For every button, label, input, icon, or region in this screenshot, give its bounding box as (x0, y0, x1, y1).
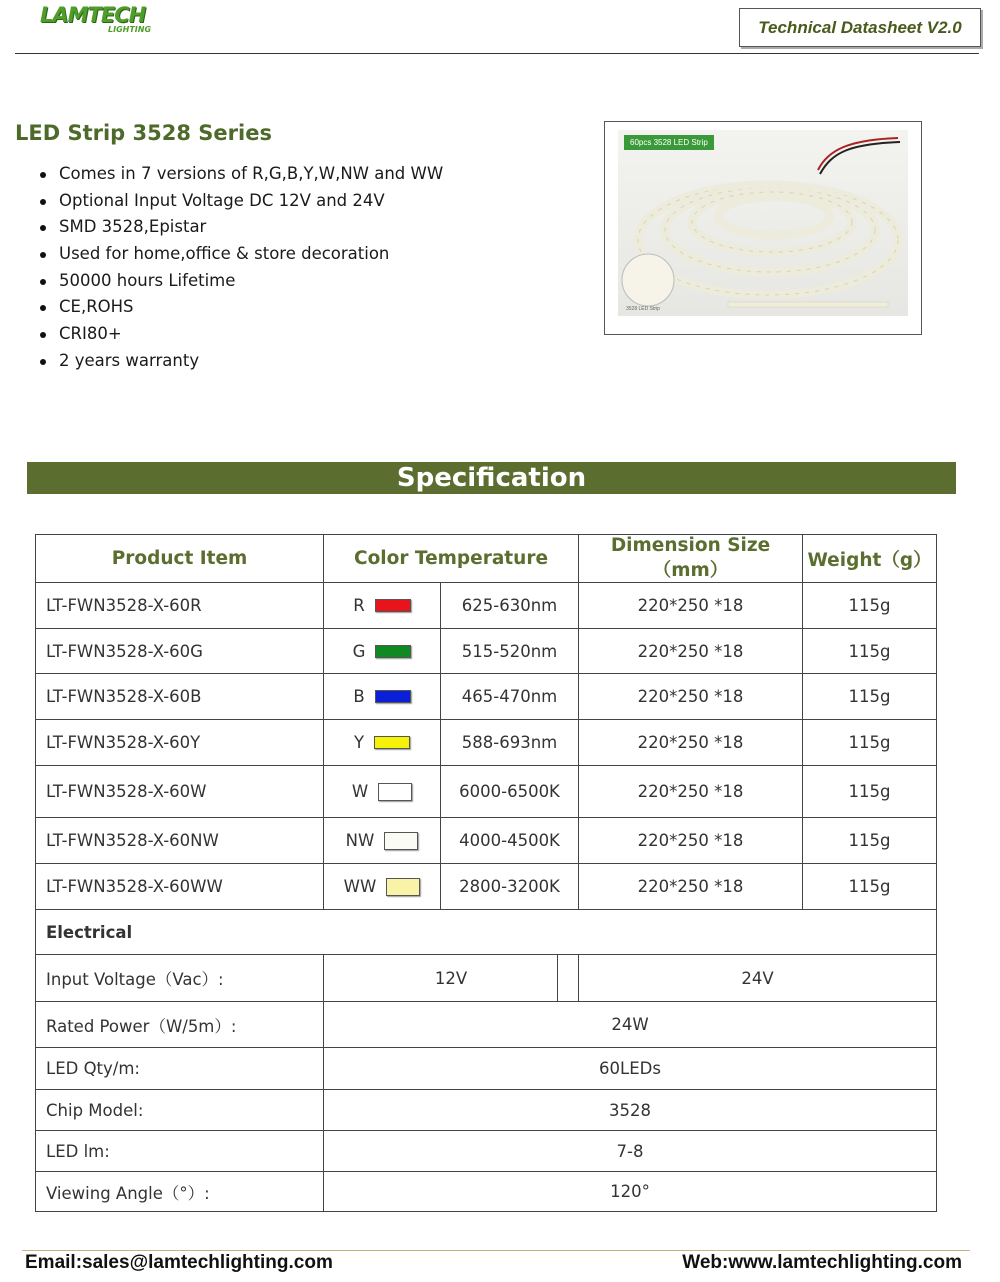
bullet-icon (40, 252, 46, 258)
feature-text: 50000 hours Lifetime (59, 270, 236, 290)
table-row (36, 864, 937, 910)
table-row (36, 766, 937, 818)
color-cell (324, 720, 441, 766)
header-weight: Weight（g） (803, 535, 937, 583)
table-row (36, 955, 937, 1002)
feature-item (38, 294, 443, 321)
color-cell (324, 583, 441, 629)
header-divider (15, 53, 979, 54)
table-row (36, 818, 937, 864)
led-strip-photo (618, 130, 908, 316)
table-row (36, 720, 937, 766)
color-code: R (353, 596, 365, 615)
led-lm-value: 7-8 (324, 1131, 937, 1172)
feature-item (38, 241, 443, 268)
color-cell (324, 674, 441, 720)
color-swatch (384, 832, 418, 850)
logo-text: LAMTECH (40, 3, 146, 27)
viewing-angle-label: Viewing Angle（°）: (36, 1172, 324, 1212)
color-swatch (375, 599, 411, 612)
table-row (36, 583, 937, 629)
led-qty-label: LED Qty/m: (36, 1048, 324, 1090)
logo-subtext: LIGHTING (108, 25, 152, 34)
rated-power-value: 24W (324, 1002, 937, 1048)
table-row (36, 629, 937, 674)
feature-item (38, 214, 443, 241)
product-photo-frame (604, 121, 922, 335)
weight-cell: 115g (803, 583, 937, 629)
temperature-cell: 6000-6500K (441, 766, 579, 818)
photo-label: 60pcs 3528 LED Strip (624, 135, 714, 150)
product-item-cell: LT-FWN3528-X-60Y (36, 720, 324, 766)
feature-text: CE,ROHS (59, 297, 134, 317)
temperature-cell: 588-693nm (441, 720, 579, 766)
color-swatch (378, 783, 412, 801)
feature-text: Used for home,office & store decoration (59, 244, 390, 264)
product-item-cell: LT-FWN3528-X-60W (36, 766, 324, 818)
photo-caption: 3528 LED Strip (626, 306, 660, 312)
dimension-cell: 220*250 *18 (579, 766, 803, 818)
electrical-section-label: Electrical (36, 910, 937, 955)
footer-website[interactable]: Web:www.lamtechlighting.com (682, 1252, 962, 1273)
color-cell (324, 629, 441, 674)
color-swatch (375, 645, 411, 658)
table-row (36, 1002, 937, 1048)
color-cell (324, 864, 441, 910)
feature-item (38, 321, 443, 348)
bullet-icon (40, 305, 46, 311)
spec-table (35, 534, 937, 1212)
table-row (36, 1090, 937, 1131)
color-swatch (374, 736, 410, 749)
weight-cell: 115g (803, 629, 937, 674)
dimension-cell: 220*250 *18 (579, 674, 803, 720)
table-row (36, 1172, 937, 1212)
feature-item (38, 188, 443, 215)
bullet-icon (40, 359, 46, 365)
feature-text: SMD 3528,Epistar (59, 217, 207, 237)
led-qty-value: 60LEDs (324, 1048, 937, 1090)
footer-email[interactable]: Email:sales@lamtechlighting.com (25, 1252, 333, 1273)
weight-cell: 115g (803, 818, 937, 864)
dimension-cell: 220*250 *18 (579, 818, 803, 864)
specification-banner: Specification (27, 462, 956, 494)
table-row (36, 1048, 937, 1090)
weight-cell: 115g (803, 674, 937, 720)
temperature-cell: 4000-4500K (441, 818, 579, 864)
rated-power-label: Rated Power（W/5m）: (36, 1002, 324, 1048)
temperature-cell: 2800-3200K (441, 864, 579, 910)
table-header-row (36, 535, 937, 583)
table-row (36, 674, 937, 720)
feature-text: Optional Input Voltage DC 12V and 24V (59, 190, 385, 210)
table-row (36, 1131, 937, 1172)
bullet-icon (40, 172, 46, 178)
header-color-temperature: Color Temperature (324, 535, 579, 583)
temperature-cell: 515-520nm (441, 629, 579, 674)
color-code: Y (353, 733, 365, 752)
weight-cell: 115g (803, 864, 937, 910)
input-voltage-label: Input Voltage（Vac）: (36, 955, 324, 1002)
header-product-item: Product Item (36, 535, 324, 583)
bullet-icon (40, 279, 46, 285)
electrical-section-row (36, 910, 937, 955)
color-code: B (353, 687, 365, 706)
color-cell (324, 766, 441, 818)
input-voltage-24v-cell (579, 955, 937, 1002)
chip-model-label: Chip Model: (36, 1090, 324, 1131)
product-item-cell: LT-FWN3528-X-60B (36, 674, 324, 720)
product-title: LED Strip 3528 Series (15, 121, 272, 145)
weight-cell: 115g (803, 766, 937, 818)
input-voltage-12v: 12V (324, 955, 579, 1002)
led-strip-illustration (618, 130, 908, 316)
dimension-cell: 220*250 *18 (579, 629, 803, 674)
product-item-cell: LT-FWN3528-X-60NW (36, 818, 324, 864)
color-swatch (375, 690, 411, 703)
feature-text: Comes in 7 versions of R,G,B,Y,W,NW and WW (59, 164, 444, 183)
feature-item (38, 348, 443, 375)
temperature-cell: 465-470nm (441, 674, 579, 720)
product-item-cell: LT-FWN3528-X-60G (36, 629, 324, 674)
dimension-cell: 220*250 *18 (579, 720, 803, 766)
color-swatch (386, 878, 420, 896)
chip-model-value: 3528 (324, 1090, 937, 1131)
voltage-divider (557, 955, 558, 1001)
bullet-icon (40, 199, 46, 205)
datasheet-label: Technical Datasheet V2.0 (739, 8, 981, 47)
feature-item (38, 268, 443, 295)
feature-text: CRI80+ (59, 324, 122, 344)
feature-text: 2 years warranty (59, 350, 200, 370)
led-lm-label: LED lm: (36, 1131, 324, 1172)
bullet-icon (40, 332, 46, 338)
product-item-cell: LT-FWN3528-X-60WW (36, 864, 324, 910)
input-voltage-24v: 24V (741, 968, 774, 988)
product-item-cell: LT-FWN3528-X-60R (36, 583, 324, 629)
viewing-angle-value: 120° (324, 1172, 937, 1212)
color-code: W (351, 782, 369, 801)
temperature-cell: 625-630nm (441, 583, 579, 629)
footer-divider (22, 1250, 970, 1251)
company-logo (40, 3, 152, 34)
feature-list (38, 161, 443, 375)
color-code: G (352, 641, 366, 661)
bullet-icon (40, 225, 46, 231)
dimension-cell: 220*250 *18 (579, 864, 803, 910)
color-code: NW (345, 831, 375, 850)
color-cell (324, 818, 441, 864)
header-dimension-size: Dimension Size（mm） (579, 535, 803, 583)
color-code: WW (343, 877, 377, 896)
weight-cell: 115g (803, 720, 937, 766)
dimension-cell: 220*250 *18 (579, 583, 803, 629)
feature-item (38, 161, 443, 188)
